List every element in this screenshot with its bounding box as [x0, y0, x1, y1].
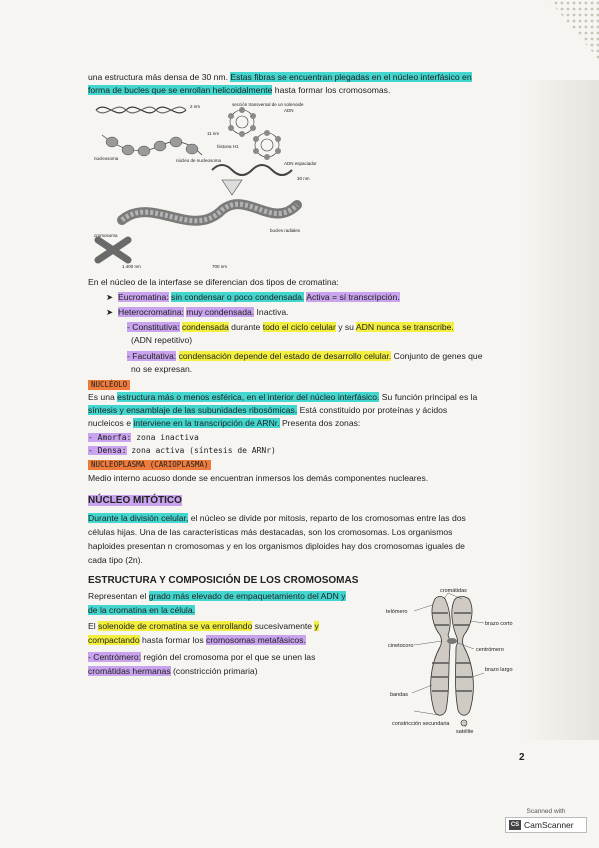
svg-text:ADN espaciador: ADN espaciador [284, 161, 317, 166]
zona-densa: - Densa: zona activa (síntesis de ARNr) [88, 446, 276, 455]
fig-label: sección transversal de un solenoide [232, 102, 304, 107]
nucleolo-line-2: síntesis y ensamblaje de las subunidades ribosómicas. Está constituido por proteínas y ácidos [88, 405, 448, 415]
chromatin-packaging-figure [92, 100, 317, 270]
svg-text:30 nm: 30 nm [297, 176, 310, 181]
label-constriccion: constricción secundaria [392, 721, 450, 727]
svg-text:2 nm: 2 nm [190, 104, 201, 109]
mitotico-line-2: células hijas. Una de las características más destacadas, son los cromosomas. Los organismos [88, 527, 453, 537]
camscanner-logo-icon: CS [510, 822, 520, 828]
estructura-line-4: compactando hasta formar los cromosomas metafásicos. [88, 635, 306, 645]
nucleolo-heading: NUCLÉOLO [88, 378, 528, 391]
svg-text:histona H1: histona H1 [217, 144, 239, 149]
chromosome-figure [384, 585, 534, 735]
label-satelite: satélite [456, 729, 474, 735]
heterocromatina-item: ➤ Heterocromatina: muy condensada. Inactiva. [106, 307, 289, 317]
svg-text:cromosoma: cromosoma [94, 233, 118, 238]
mitotico-line-4: cada tipo (2n). [88, 555, 143, 565]
label-cinetocoro: cinetocoro [388, 643, 414, 649]
label-telomero: telómero [386, 609, 408, 615]
estructura-line-6: cromátidas hermanas (constricción primaria) [88, 666, 258, 676]
estructura-line-5: - Centrómero: región del cromosoma por el que se unen las [88, 652, 316, 662]
estructura-line-1: Representan el grado más elevado de empaquetamiento del ADN y [88, 591, 346, 601]
svg-text:bucles radiales: bucles radiales [270, 228, 301, 233]
nucleolo-line-3: nucleicos e interviene en la transcripción de ARNr. Presenta dos zonas: [88, 418, 361, 428]
svg-text:nucleosoma: nucleosoma [94, 156, 119, 161]
zona-amorfa: - Amorfa: zona inactiva [88, 433, 199, 442]
mitotico-heading: NÚCLEO MITÓTICO [88, 495, 182, 506]
estructura-line-2: de la cromatina en la célula. [88, 605, 196, 615]
estructura-line-3: El solenoide de cromatina se va enrollando sucesivamente y [88, 621, 319, 631]
constitutiva-line: - Constitutiva: condensada durante todo el ciclo celular y su ADN nunca se transcribe. [127, 322, 454, 332]
label-centromero: centrómero [476, 647, 504, 653]
svg-text:11 nm: 11 nm [207, 131, 220, 136]
svg-text:ADN: ADN [284, 108, 294, 113]
constitutiva-note: (ADN repetitivo) [131, 335, 193, 345]
svg-text:700 nm: 700 nm [212, 264, 228, 269]
scanner-top-text: Scanned with [526, 808, 566, 815]
label-bandas: bandas [390, 692, 409, 698]
scanner-badge [505, 817, 587, 833]
svg-text:1.400 nm: 1.400 nm [122, 264, 141, 269]
facultativa-cont: no se expresan. [131, 364, 193, 374]
intro-line-2: forma de bucles que se enrollan helicoidalmente hasta formar los cromosomas. [88, 85, 391, 95]
label-brazo-corto: brazo corto [485, 621, 513, 627]
scanner-watermark [505, 808, 587, 840]
svg-text:núcleo de nucleosoma: núcleo de nucleosoma [176, 158, 222, 163]
page-number: 2 [519, 752, 525, 763]
mitotico-line-3: haploides presentan n cromosomas y en los organismos diploides hay dos cromosomas iguales de [88, 541, 465, 551]
highlight: Estas fibras se encuentran plegadas en el núcleo interfásico en [230, 72, 472, 82]
corner-pattern [535, 0, 599, 60]
types-intro: En el núcleo de la interfase se diferencian dos tipos de cromatina: [88, 277, 339, 287]
scanner-name: CamScanner [524, 820, 574, 830]
intro-line-1: una estructura más densa de 30 nm. Estas fibras se encuentran plegadas en el núcleo interfásico en [88, 72, 472, 82]
nucleoplasma-text: Medio interno acuoso donde se encuentran inmersos los demás componentes nucleares. [88, 473, 429, 483]
eucromatina-item: ➤ Eucromatina: sin condensar o poco condensada. Activa = sí transcripción. [106, 292, 400, 302]
mitotico-line-1: Durante la división celular, el núcleo se divide por mitosis, reparto de los cromosomas entre las dos [88, 513, 466, 523]
nucleoplasma-heading: NUCLEOPLASMA (CARIOPLASMA) [88, 458, 528, 471]
label-brazo-largo: brazo largo [485, 667, 513, 673]
estructura-heading: ESTRUCTURA Y COMPOSICIÓN DE LOS CROMOSOMAS [88, 575, 359, 586]
label-cromatidas: cromátidas [440, 588, 467, 594]
nucleolo-line-1: Es una estructura más o menos esférica, en el interior del núcleo interfásico. Su función principal es la [88, 392, 478, 402]
facultativa-line: - Facultativa: condensación depende del estado de desarrollo celular. Conjunto de genes que [127, 351, 483, 361]
